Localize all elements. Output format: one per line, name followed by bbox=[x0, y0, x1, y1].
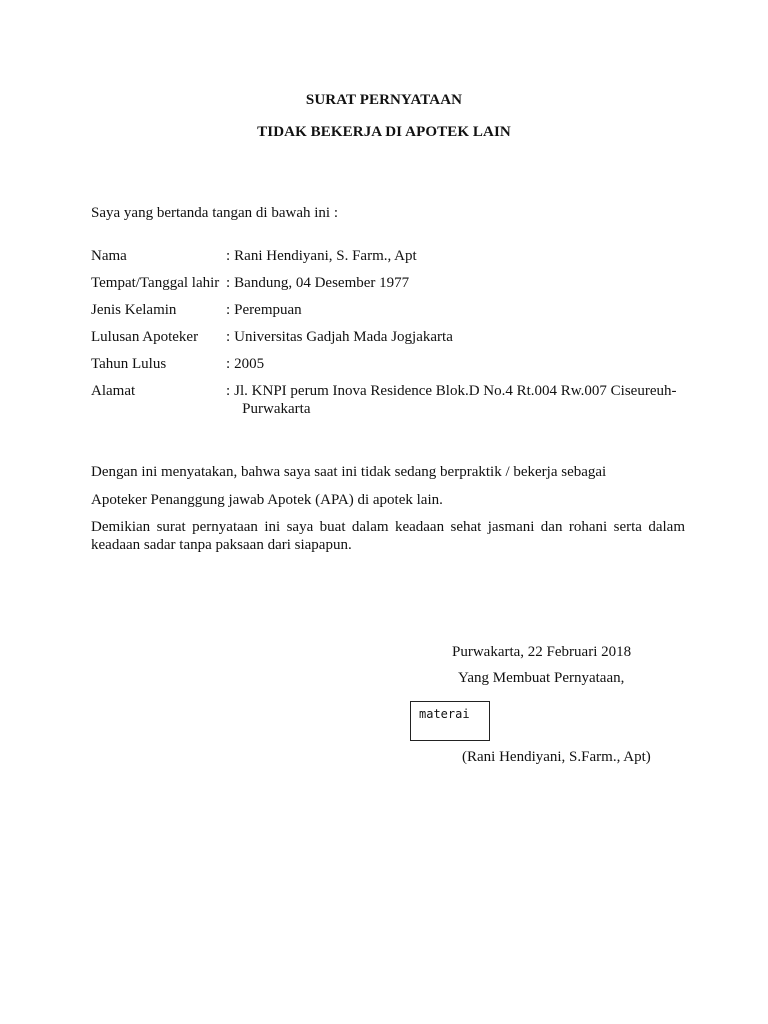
field-colon: : bbox=[226, 248, 231, 264]
field-label: Tempat/Tanggal lahir bbox=[91, 275, 220, 291]
maker-label: Yang Membuat Pernyataan, bbox=[458, 670, 625, 686]
field-jenis-kelamin bbox=[91, 301, 691, 319]
address-line-2: Purwakarta bbox=[242, 401, 311, 417]
field-label: Nama bbox=[91, 248, 127, 264]
signatory-name: (Rani Hendiyani, S.Farm., Apt) bbox=[462, 749, 651, 765]
field-value: 2005 bbox=[234, 356, 265, 372]
field-colon: : bbox=[226, 356, 231, 372]
field-value bbox=[234, 382, 691, 418]
field-label: Alamat bbox=[91, 383, 136, 399]
field-value: Rani Hendiyani, S. Farm., Apt bbox=[234, 248, 417, 264]
statement-line-1: Dengan ini menyatakan, bahwa saya saat ini tidak sedang berpraktik / bekerja sebagai bbox=[91, 464, 607, 480]
document-subtitle: TIDAK BEKERJA DI APOTEK LAIN bbox=[257, 124, 511, 140]
field-lulusan-apoteker bbox=[91, 328, 691, 346]
field-value: Universitas Gadjah Mada Jogjakarta bbox=[234, 329, 453, 345]
field-tahun-lulus bbox=[91, 355, 691, 373]
statement-line-2: Apoteker Penanggung jawab Apotek (APA) di apotek lain. bbox=[91, 492, 443, 508]
materai-label: materai bbox=[419, 707, 470, 721]
closing-statement: Demikian surat pernyataan ini saya buat dalam keadaan sehat jasmani dan rohani serta dalam keadaan sadar tanpa paksaan dari siapapun. bbox=[91, 519, 685, 553]
field-alamat bbox=[91, 382, 691, 418]
field-colon: : bbox=[226, 275, 231, 291]
field-value: Bandung, 04 Desember 1977 bbox=[234, 275, 410, 291]
field-label: Jenis Kelamin bbox=[91, 302, 177, 318]
field-colon: : bbox=[226, 302, 231, 318]
field-tempat-tanggal-lahir bbox=[91, 274, 691, 292]
document-title: SURAT PERNYATAAN bbox=[305, 92, 463, 108]
field-value: Perempuan bbox=[234, 302, 302, 318]
field-colon: : bbox=[226, 383, 231, 399]
place-date: Purwakarta, 22 Februari 2018 bbox=[452, 644, 632, 660]
field-colon: : bbox=[226, 329, 231, 345]
materai-stamp-box bbox=[410, 701, 490, 741]
address-line-1: Jl. KNPI perum Inova Residence Blok.D No.4 Rt.004 Rw.007 Ciseureuh- bbox=[234, 383, 677, 399]
intro-text: Saya yang bertanda tangan di bawah ini : bbox=[91, 205, 339, 221]
field-label: Lulusan Apoteker bbox=[91, 329, 199, 345]
field-nama bbox=[91, 247, 691, 265]
identity-fields bbox=[91, 247, 691, 427]
field-label: Tahun Lulus bbox=[91, 356, 167, 372]
